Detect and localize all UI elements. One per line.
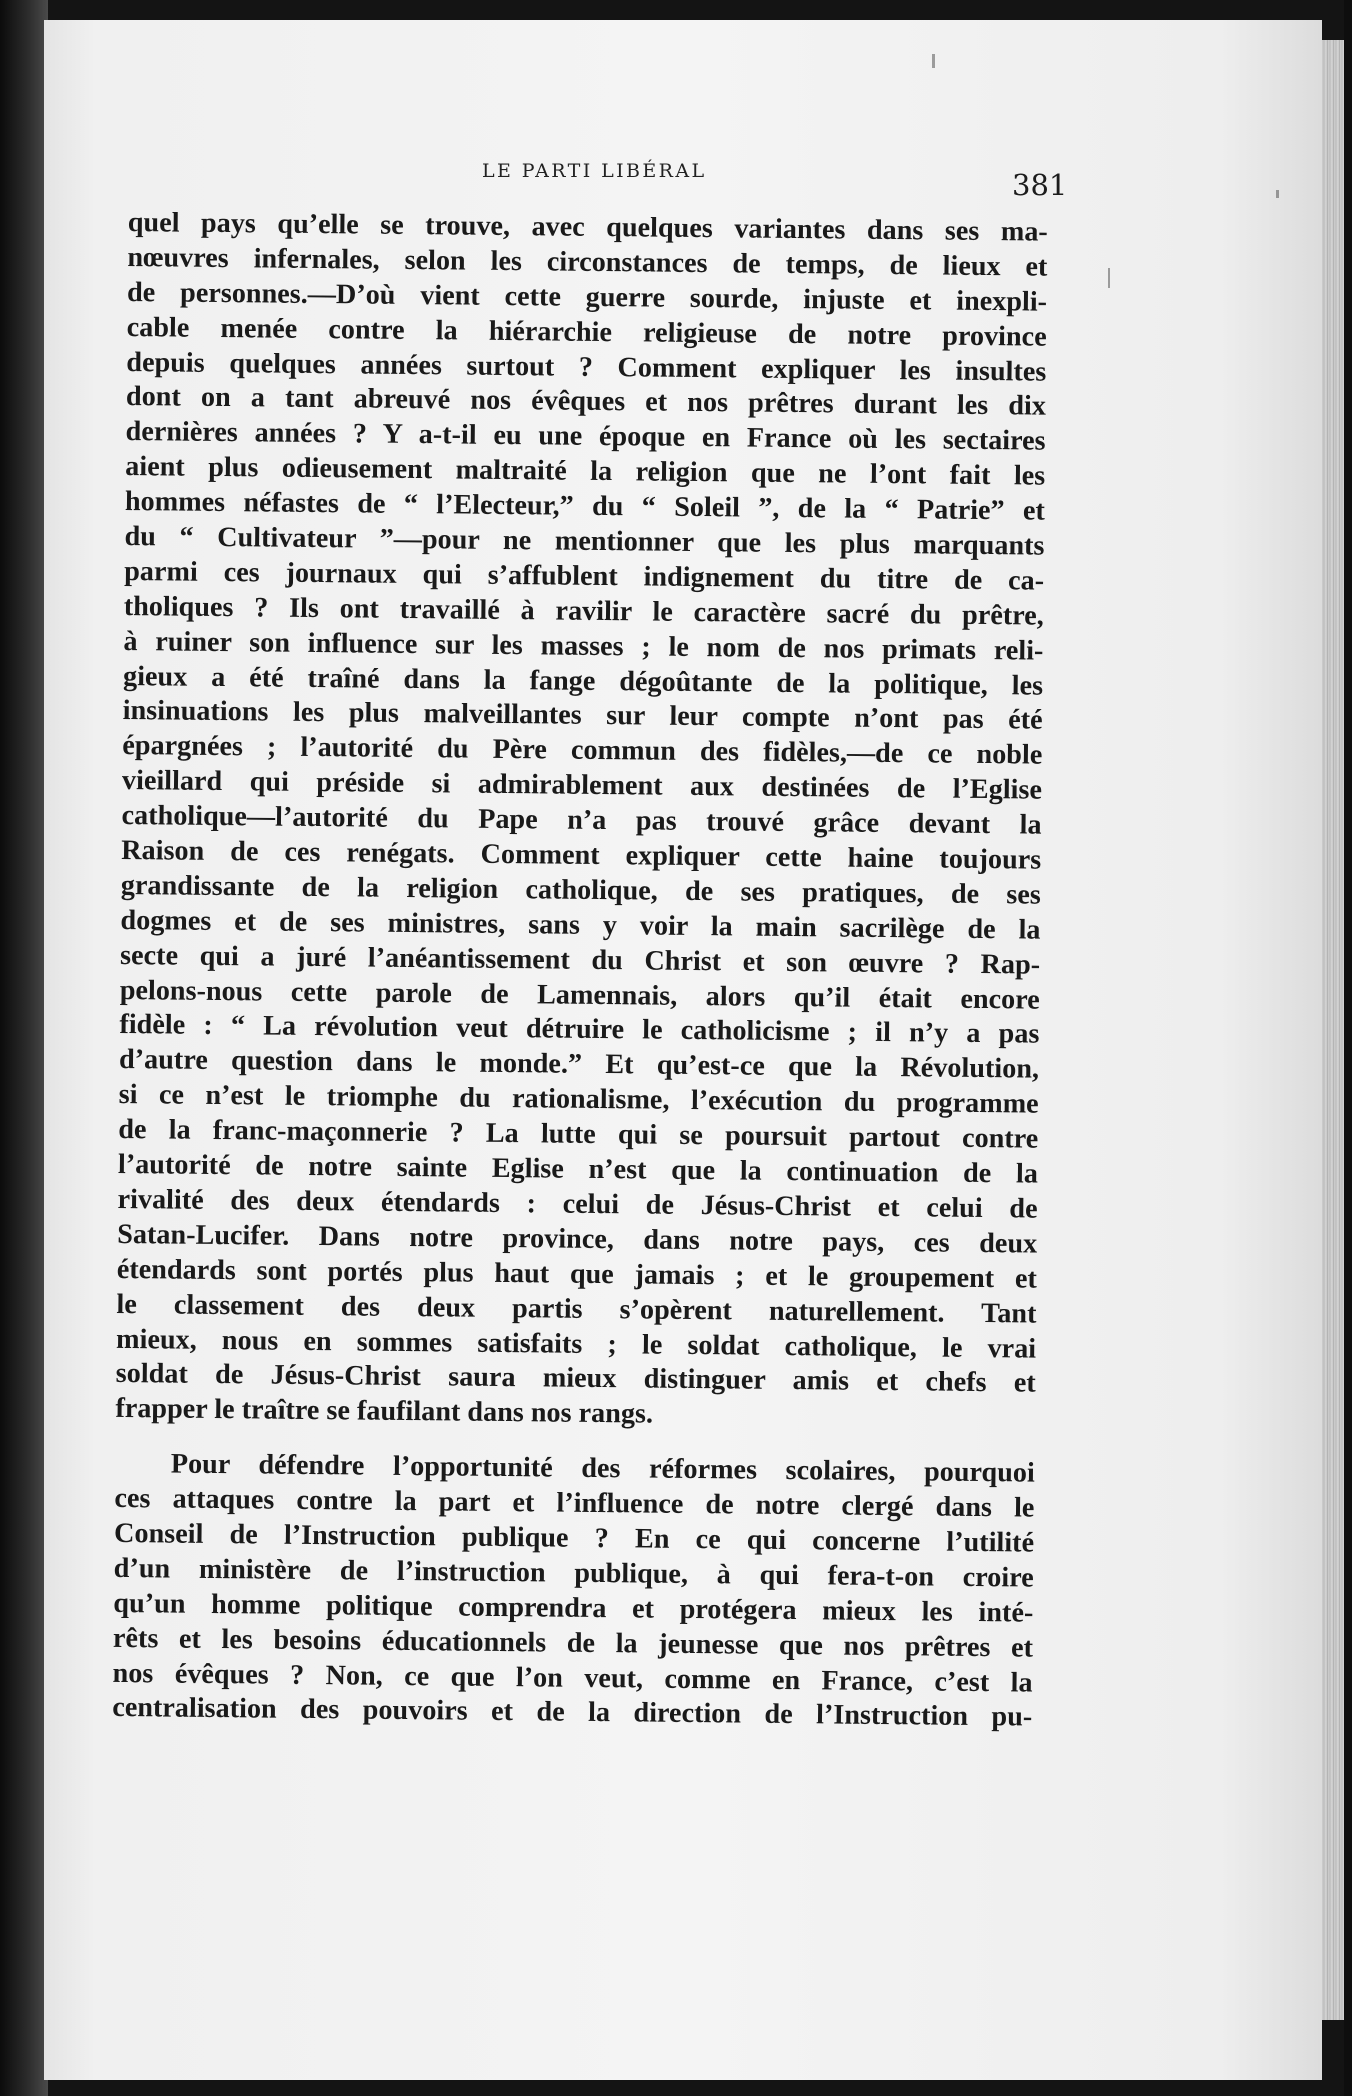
- text-line: du “ Cultivateur ”—pour ne mentionner que les plus marquants: [124, 520, 1045, 562]
- text-line: dogmes et de ses ministres, sans y voir la main sacrilège de la: [120, 904, 1041, 946]
- text-line: frapper le traître se faufilant dans nos rangs.: [115, 1393, 654, 1430]
- text-line: tholiques ? Ils ont travaillé à ravilir le caractère sacré du prêtre,: [123, 590, 1044, 632]
- binding-gutter: [0, 0, 48, 2096]
- scan-speck: [1276, 190, 1279, 198]
- text-line: nos évêques ? Non, ce que l’on veut, comme en France, c’est la: [112, 1657, 1033, 1699]
- text-line: parmi ces journaux qui s’affublent indignement du titre de ca-: [124, 555, 1045, 597]
- text-line: quel pays qu’elle se trouve, avec quelques variantes dans ses ma-: [127, 206, 1048, 248]
- scan-border: [1344, 0, 1352, 2096]
- paragraph-2: [112, 1447, 1035, 1736]
- text-line: pelons-nous cette parole de Lamennais, alors qu’il était encore: [119, 974, 1040, 1016]
- text-line: hommes néfastes de “ l’Electeur,” du “ Soleil ”, de la “ Patrie” et: [124, 486, 1046, 527]
- page-number: 381: [1012, 168, 1068, 202]
- text-line: Satan-Lucifer. Dans notre province, dans notre pays, ces deux: [117, 1218, 1038, 1260]
- text-line: étendards sont portés plus haut que jamais ; et le groupement et: [116, 1253, 1037, 1295]
- scan-speck: [1108, 268, 1110, 288]
- text-line: épargnées ; l’autorité du Père commun des fidèles,—de ce noble: [122, 730, 1043, 771]
- text-line: secte qui a juré l’anéantissement du Christ et son œuvre ? Rap-: [119, 939, 1041, 981]
- running-header: LE PARTI LIBÉRAL: [482, 160, 707, 182]
- text-line: aient plus odieusement maltraité la religion que ne l’ont fait les: [125, 451, 1046, 492]
- text-line: le classement des deux partis s’opèrent naturellement. Tant: [116, 1288, 1037, 1330]
- text-line: de personnes.—D’où vient cette guerre sourde, injuste et inexpli-: [126, 276, 1048, 318]
- text-line: Pour défendre l’opportunité des réformes scolaires, pourquoi: [170, 1448, 1035, 1489]
- text-line: fidèle : “ La révolution veut détruire le catholicisme ; il n’y a pas: [119, 1009, 1040, 1051]
- text-line: d’autre question dans le monde.” Et qu’est-ce que la Révolution,: [118, 1044, 1040, 1085]
- text-line: Conseil de l’Instruction publique ? En ce qui concerne l’utilité: [113, 1517, 1035, 1559]
- text-line: gieux a été traîné dans la fange dégoûtante de la politique, les: [122, 660, 1044, 702]
- text-line: catholique—l’autorité du Pape n’a pas trouvé grâce devant la: [121, 800, 1042, 841]
- text-line: ces attaques contre la part et l’influence de notre clergé dans le: [114, 1482, 1035, 1524]
- text-line: de la franc-maçonnerie ? La lutte qui se poursuit partout contre: [118, 1114, 1039, 1155]
- text-line: d’un ministère de l’instruction publique, à qui fera-t-on croire: [113, 1552, 1034, 1594]
- text-line: centralisation des pouvoirs et de la direction de l’Instruction pu-: [112, 1692, 1033, 1733]
- text-line: si ce n’est le triomphe du rationalisme, l’exécution du programme: [118, 1079, 1039, 1120]
- text-line: rêts et les besoins éducationnels de la jeunesse que nos prêtres et: [112, 1622, 1034, 1664]
- body-text: [112, 206, 1048, 1736]
- text-line: vieillard qui préside si admirablement aux destinées de l’Eglise: [121, 765, 1043, 806]
- paragraph-1: [115, 206, 1048, 1437]
- text-line: dernières années ? Y a-t-il eu une époque en France où les sectaires: [125, 416, 1046, 457]
- text-line: insinuations les plus malveillantes sur leur compte n’ont pas été: [122, 695, 1043, 737]
- text-line: Raison de ces renégats. Comment expliquer cette haine toujours: [121, 834, 1042, 876]
- text-line: cable menée contre la hiérarchie religieuse de notre province: [126, 311, 1047, 353]
- text-line: qu’un homme politique comprendra et protégera mieux les inté-: [113, 1587, 1034, 1629]
- text-line: soldat de Jésus-Christ saura mieux distinguer amis et chefs et: [115, 1358, 1036, 1399]
- text-line: rivalité des deux étendards : celui de Jésus-Christ et celui de: [117, 1183, 1038, 1225]
- text-line: mieux, nous en sommes satisfaits ; le soldat catholique, le vrai: [115, 1323, 1037, 1365]
- text-line: depuis quelques années surtout ? Comment expliquer les insultes: [126, 346, 1047, 388]
- text-line: dont on a tant abreuvé nos évêques et nos prêtres durant les dix: [125, 381, 1047, 423]
- scan-speck: [932, 54, 935, 68]
- text-line: l’autorité de notre sainte Eglise n’est que la continuation de la: [117, 1148, 1039, 1190]
- text-line: à ruiner son influence sur les masses ; le nom de nos primats reli-: [123, 625, 1044, 667]
- text-line: grandissante de la religion catholique, de ses pratiques, de ses: [120, 869, 1041, 911]
- text-line: nœuvres infernales, selon les circonstances de temps, de lieux et: [127, 241, 1048, 283]
